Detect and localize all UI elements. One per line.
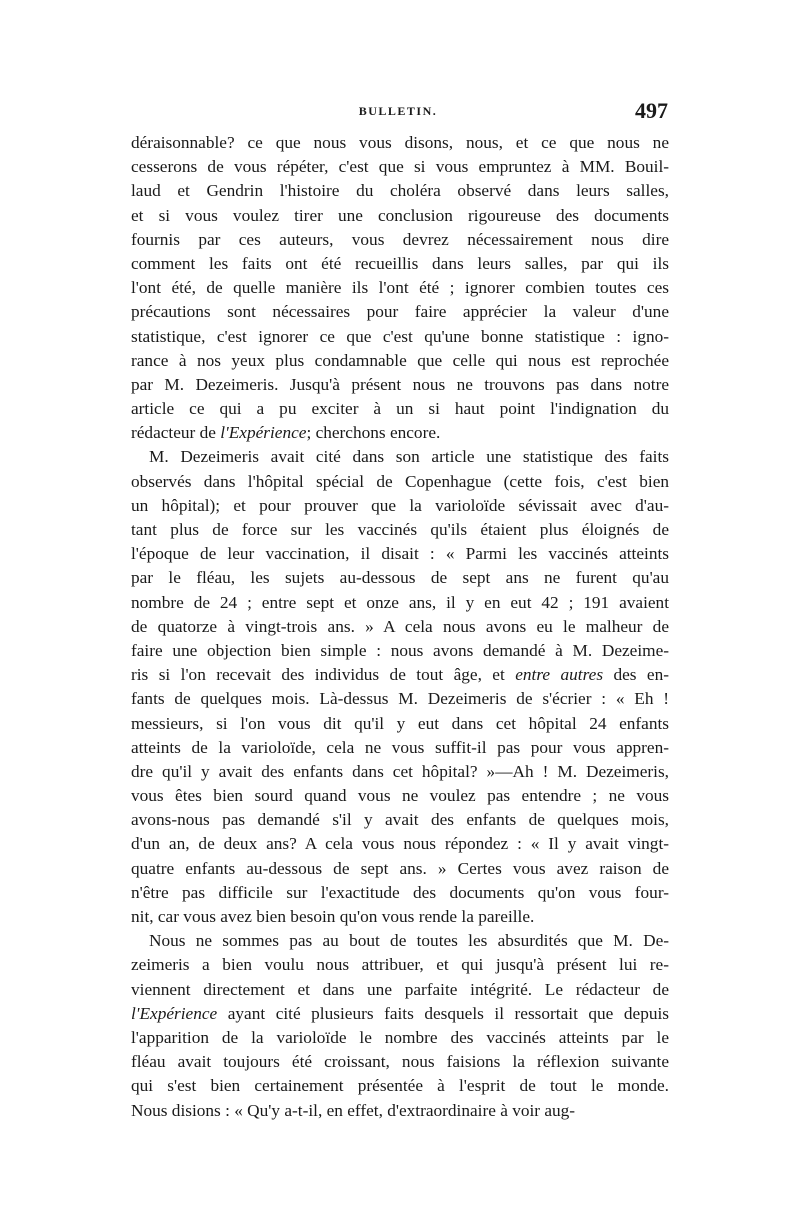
text-line: atteints de la varioloïde, cela ne vous suffit-il pas pour vous appren-: [131, 737, 669, 757]
text-line: messieurs, si l'on vous dit qu'il y eut dans cet hôpital 24 enfants: [131, 713, 669, 733]
page-number: 497: [635, 98, 668, 123]
text-line: Nous ne sommes pas au bout de toutes les absurdités que M. De-: [149, 931, 669, 951]
text-line: faire une objection bien simple : nous avons demandé à M. Dezeime-: [131, 640, 669, 660]
text-line: fournis par ces auteurs, vous devrez nécessairement nous dire: [131, 229, 669, 249]
text-line: par M. Dezeimeris. Jusqu'à présent nous ne trouvons pas dans notre: [131, 374, 669, 394]
text-line: vous êtes bien sourd quand vous ne voulez pas entendre ; ne vous: [131, 786, 669, 806]
text-line: zeimeris a bien voulu nous attribuer, et qui jusqu'à présent lui re-: [131, 955, 669, 975]
paragraph: [131, 929, 669, 1123]
text-line: laud et Gendrin l'histoire du choléra observé dans leurs salles,: [131, 181, 669, 201]
text-line: par le fléau, les sujets au-dessous de sept ans ne furent qu'au: [131, 568, 669, 588]
text-line: de quatorze à vingt-trois ans. » A cela nous avons eu le malheur de: [131, 616, 669, 636]
paragraph: [131, 445, 669, 929]
text-line: l'apparition de la varioloïde le nombre des vaccinés atteints par le: [131, 1027, 669, 1047]
text-line: nit, car vous avez bien besoin qu'on vous rende la pareille.: [131, 907, 535, 926]
text-line: fants de quelques mois. Là-dessus M. Dezeimeris de s'écrier : « Eh !: [131, 689, 669, 709]
text-line: l'ont été, de quelle manière ils l'ont été ; ignorer combien toutes ces: [131, 278, 669, 298]
text-line: observés dans l'hôpital spécial de Copenhague (cette fois, c'est bien: [131, 471, 669, 491]
text-line: viennent directement et dans une parfaite intégrité. Le rédacteur de: [131, 979, 669, 999]
text-line: nombre de 24 ; entre sept et onze ans, il y en eut 42 ; 191 avaient: [131, 592, 669, 612]
text-line: Nous disions : « Qu'y a-t-il, en effet, d'extraordinaire à voir aug-: [131, 1100, 576, 1120]
text-line: et si vous voulez tirer une conclusion rigoureuse des documents: [131, 205, 669, 225]
text-line: cesserons de vous répéter, c'est que si vous empruntez à MM. Bouil-: [131, 157, 669, 177]
paragraph: [131, 131, 669, 445]
text-line: n'être pas difficile sur l'exactitude des documents qu'on vous four-: [131, 882, 669, 902]
text-line: déraisonnable? ce que nous vous disons, nous, et ce que nous ne: [131, 133, 669, 152]
text-line: tant plus de force sur les vaccinés qu'ils étaient plus éloignés de: [131, 520, 669, 539]
text-line: l'Expérience ayant cité plusieurs faits desquels il ressortait que depuis: [131, 1003, 669, 1023]
text-line: avons-nous pas demandé s'il y avait des enfants de quelques mois,: [131, 810, 669, 830]
text-line: M. Dezeimeris avait cité dans son article une statistique des faits: [149, 447, 669, 467]
text-line: un hôpital); et pour prouver que la varioloïde sévissait avec d'au-: [131, 495, 669, 515]
text-line: comment les faits ont été recueillis dans leurs salles, par qui ils: [131, 253, 669, 273]
body-text: [131, 131, 669, 1123]
text-line: rédacteur de l'Expérience; cherchons encore.: [131, 423, 441, 443]
text-line: dre qu'il y avait des enfants dans cet hôpital? »—Ah ! M. Dezeimeris,: [131, 761, 669, 781]
text-line: statistique, c'est ignorer ce que c'est qu'une bonne statistique : igno-: [131, 326, 669, 346]
text-line: quatre enfants au-dessous de sept ans. » Certes vous avez raison de: [131, 858, 669, 878]
text-line: ris si l'on recevait des individus de tout âge, et entre autres des en-: [131, 665, 669, 685]
text-line: fléau avait toujours été croissant, nous faisions la réflexion suivante: [131, 1052, 669, 1072]
text-line: précautions sont nécessaires pour faire apprécier la valeur d'une: [131, 302, 669, 322]
text-line: l'époque de leur vaccination, il disait : « Parmi les vaccinés atteints: [131, 544, 669, 564]
text-line: qui s'est bien certainement présentée à l'esprit de tout le monde.: [131, 1076, 669, 1096]
text-line: d'un an, de deux ans? A cela vous nous répondez : « Il y avait vingt-: [131, 834, 669, 854]
text-line: article ce qui a pu exciter à un si haut point l'indignation du: [131, 399, 669, 419]
running-header: [128, 98, 668, 124]
running-title: BULLETIN.: [358, 104, 438, 118]
text-line: rance à nos yeux plus condamnable que celle qui nous est reprochée: [131, 350, 669, 370]
